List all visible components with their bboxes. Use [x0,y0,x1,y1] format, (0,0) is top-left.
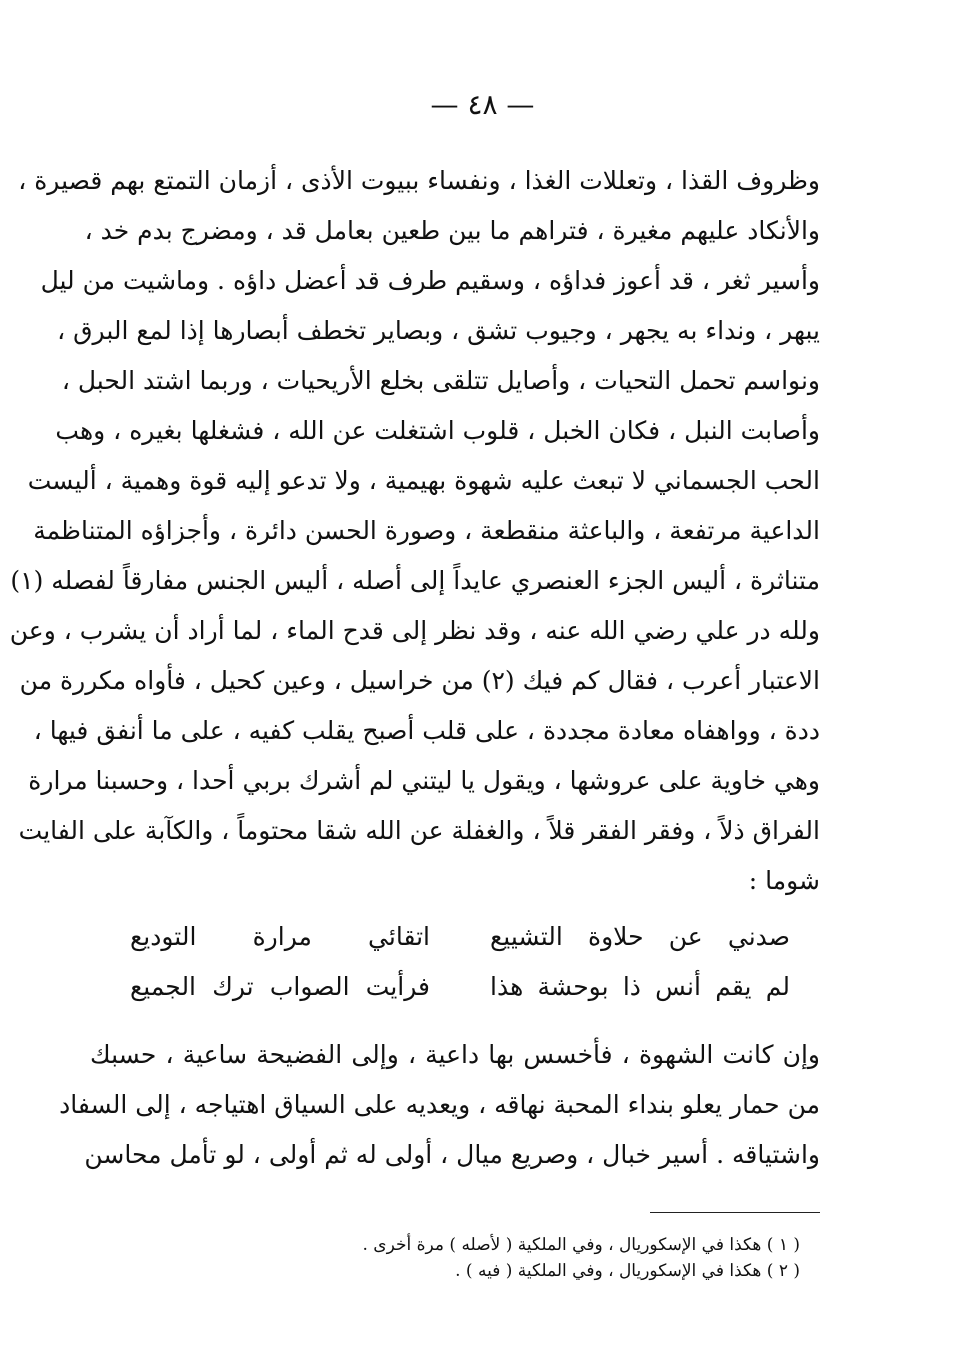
hemistich-second: فرأيت الصواب ترك الجميع [130,972,430,1001]
hemistich-first: لم يقم أنس ذا بوحشة هذا [490,972,790,1001]
text-line: الداعية مرتفعة ، والباعثة منقطعة ، وصورة الحسن دائرة ، وأجزاؤه المتناظمة [33,516,820,545]
hemistich-second: اتقائي مرارة التوديع [130,922,430,951]
poem [130,912,790,1012]
text-line: والأنكاد عليهم مغيرة ، فتراهم ما بين طعين بعامل قد ، ومضرج بدم خد ، [84,216,820,245]
text-line: الحب الجسماني لا تبعث عليه شهوة بهيمية ، ولا تدعو إليه قوة وهمية ، أليست [27,466,820,495]
text-line: ولله در علي رضي الله عنه ، وقد نظر إلى قدح الماء ، لما أراد أن يشرب ، وعن [9,616,820,645]
text-line: واشتياقه . أسير خبال ، وصريع ميال ، أولى له ثم أولى ، لو تأمل محاسن [84,1140,820,1169]
text-line: ونواسم تحمل التحيات ، وأصايل تتلقى بخلع الأريحيات ، وربما اشتد الحبل ، [61,366,820,395]
hemistich-first: صدني عن حلاوة التشييع [490,922,790,951]
poem-verse [130,962,790,1012]
text-line: من حمار يعلو بنداء المحبة نهاقه ، ويعديه على السياق اهتياجه ، إلى السفاد [59,1090,820,1119]
paragraph-1 [9,156,820,906]
text-line: وإن كانت الشهوة ، فأخسس بها داعية ، وإلى الفضيحة ساعية ، حسبك [90,1040,820,1069]
text-line: الاعتبار أعرب ، فقال كم فيك (٢) من خراسيل ، وعين كحيل ، فأواه مكررة من [19,666,820,695]
text-line: وظروف القذا ، وتعللات الغذا ، ونفساء ببيوت الأذى ، أزمان التمتع بهم قصيرة ، [18,166,820,195]
page-number: — ٤٨ — [430,88,535,121]
paragraph-2 [59,1030,820,1180]
text-line: وهي خاوية على عروشها ، ويقول يا ليتني لم أشرك بربي أحدا ، وحسبنا مرارة [28,766,820,795]
text-line: متناثرة ، أليس الجزء العنصري عايداً إلى أصله ، أليس الجنس مفارقاً لفصله (١) [10,566,820,595]
footnote: ( ٢ ) هكذا في الإسكوريال ، وفي الملكية ( فيه ) . [455,1261,800,1281]
text-line: ددة ، وواهفاه معادة مجددة ، على قلب أصبح يقلب كفيه ، على ما أنفق فيها ، [33,716,820,745]
text-line: الفراق ذلاً ، وفقر الفقر قلاً ، والغفلة عن الله شقا محتوماً ، والكآبة على الفايت [18,816,820,845]
text-line: شوما : [748,866,820,895]
text-line: وأسير ثغر ، قد أعوز فداؤه ، وسقيم طرف قد أعضل داؤه . وماشيت من ليل [40,266,820,295]
text-line: وأصابت النبل ، فكان الخبل ، قلوب اشتغلت عن الله ، فشغلها بغيره ، وهب [55,416,820,445]
footnotes [200,1232,800,1284]
footnote: ( ١ ) هكذا في الإسكوريال ، وفي الملكية ( لأصله ) مرة أخرى . [362,1235,800,1255]
poem-verse [130,912,790,962]
text-line: يبهر ، ونداء به يجهر ، وجيوب تشق ، وبصاير تخطف أبصارها إذا لمع البرق ، [57,316,820,345]
footnote-divider [650,1212,820,1213]
